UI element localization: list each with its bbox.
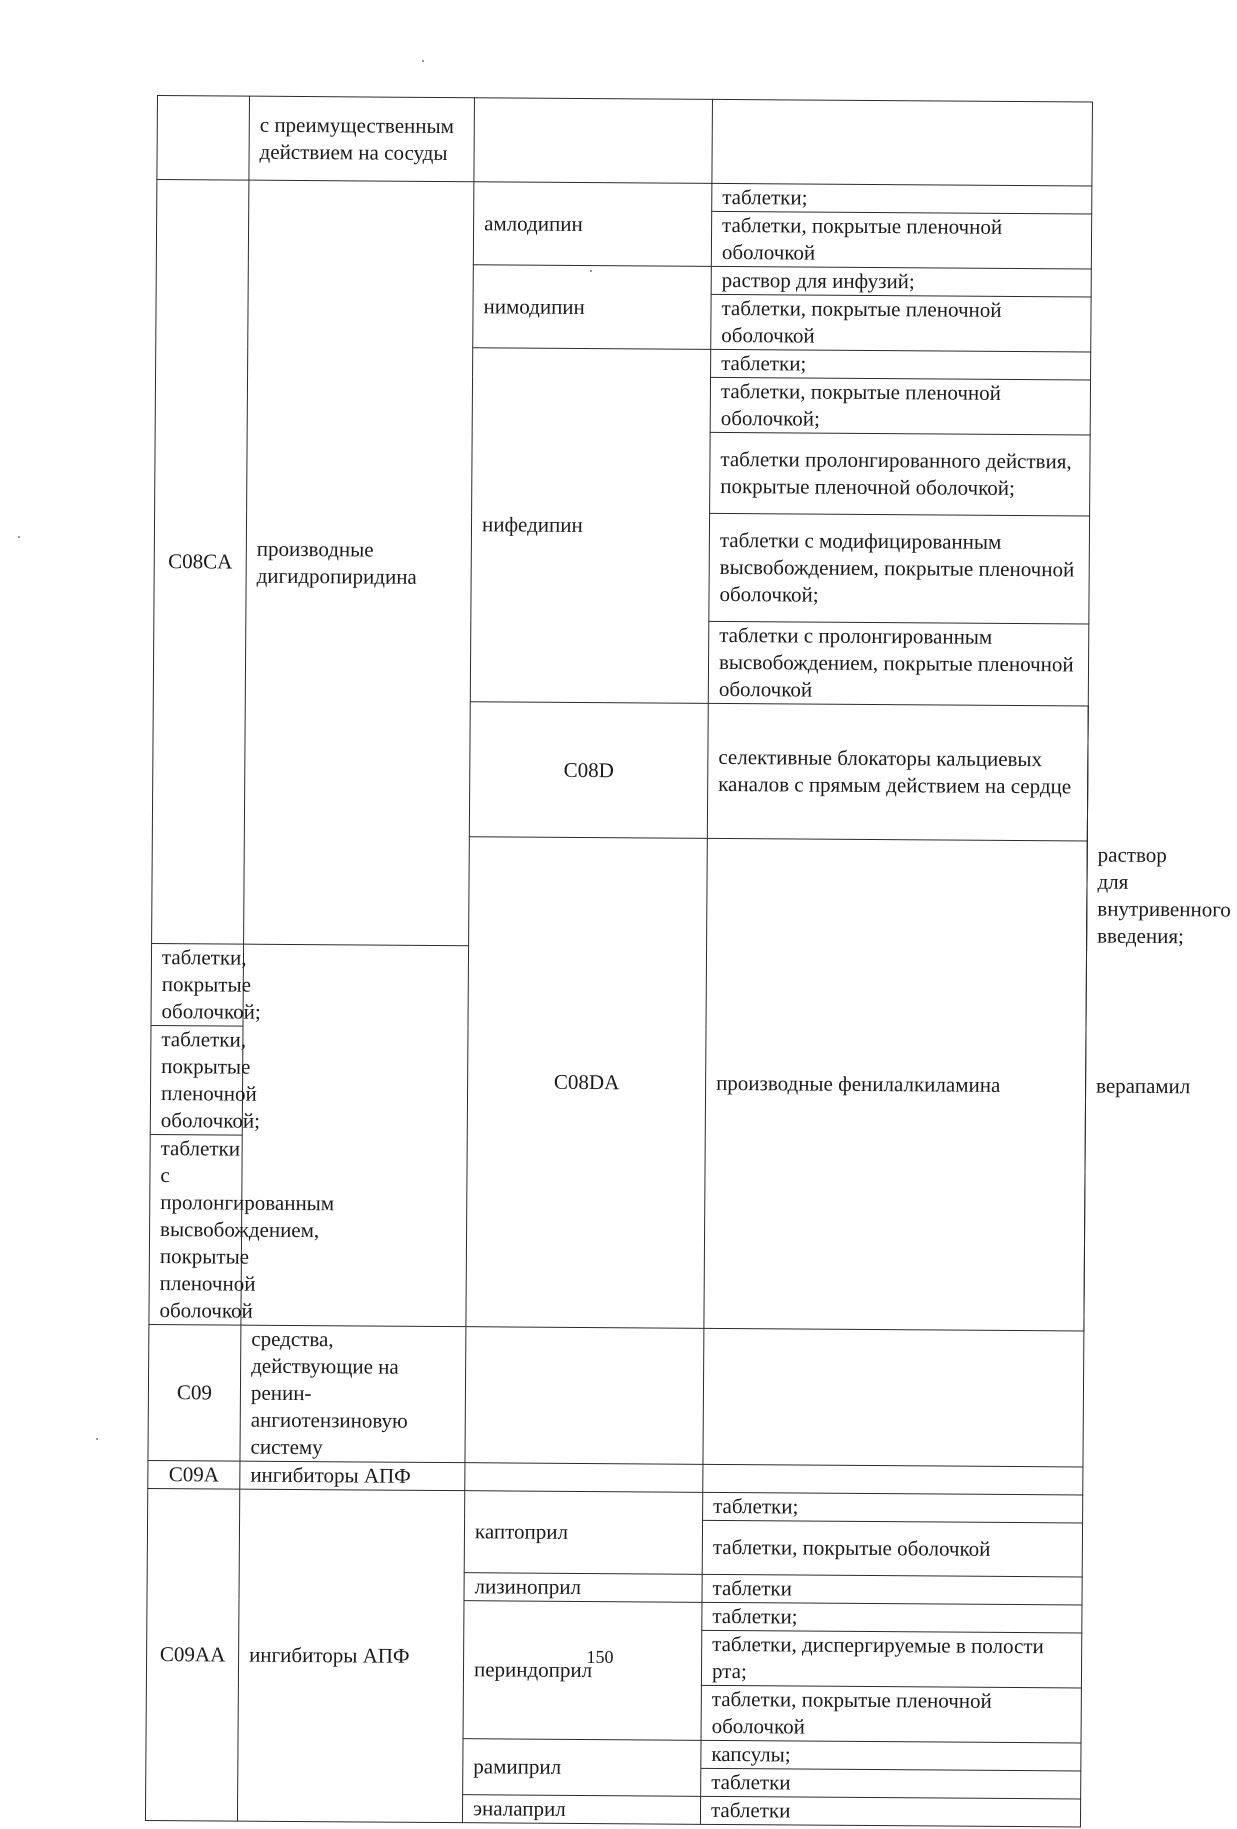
- atc-code-cell: C09: [148, 1324, 241, 1461]
- dosage-form-cell: таблетки, покрытые пленочной оболочкой: [701, 1685, 1081, 1743]
- dosage-form-cell: таблетки;: [702, 1602, 1082, 1633]
- drug-name-cell: рамиприл: [463, 1739, 701, 1797]
- group-name-cell: средства, действующие на ренин-ангиотензиновую систему: [240, 1325, 466, 1463]
- dosage-form-cell: раствор для инфузий;: [711, 266, 1091, 297]
- atc-code-cell: [157, 96, 250, 181]
- drug-name-cell: нифедипин: [470, 348, 710, 704]
- drug-name-cell: каптоприл: [464, 1491, 703, 1575]
- dosage-form-cell: таблетки, покрытые пленочной оболочкой: [711, 294, 1091, 352]
- dosage-form-cell: [712, 99, 1093, 186]
- dosage-form-cell: [703, 1464, 1083, 1495]
- drug-name-cell: [474, 98, 713, 184]
- table-row: [157, 96, 1093, 187]
- drug-name-cell: лизиноприл: [464, 1573, 702, 1603]
- drug-name-cell: эналаприл: [462, 1795, 700, 1825]
- scan-speck: [96, 1438, 98, 1440]
- group-name-cell: с преимущественным действием на сосуды: [249, 96, 475, 182]
- atc-code-cell: C08CA: [152, 180, 249, 945]
- atc-code-cell: C09AA: [145, 1488, 239, 1821]
- dosage-form-cell: таблетки, покрытые оболочкой;: [151, 943, 244, 1026]
- dosage-form-cell: таблетки, покрытые пленочной оболочкой;: [710, 377, 1090, 435]
- table-row: [148, 1324, 1084, 1467]
- dosage-form-cell: таблетки: [701, 1768, 1081, 1799]
- dosage-form-cell: таблетки;: [703, 1492, 1083, 1523]
- dosage-form-cell: таблетки, покрытые оболочкой: [702, 1520, 1082, 1577]
- group-name-cell: селективные блокаторы кальциевых каналов с прямым действием на сердце: [707, 703, 1088, 841]
- dosage-form-cell: таблетки: [700, 1796, 1080, 1827]
- table-row: [157, 180, 1092, 215]
- dosage-form-cell: таблетки: [702, 1574, 1082, 1605]
- drug-name-cell: верапамил: [1084, 841, 1087, 1331]
- atc-code-cell: C08DA: [466, 837, 707, 1329]
- group-name-cell: производные фенилалкиламина: [704, 838, 1087, 1331]
- atc-code-cell: C08D: [469, 702, 708, 839]
- atc-code-cell: C09A: [148, 1460, 240, 1489]
- dosage-form-cell: таблетки с пролонгированным высвобождением, покрытые пленочной оболочкой: [708, 621, 1089, 706]
- dosage-form-cell: таблетки с модифицированным высвобождением, покрытые пленочной оболочкой;: [709, 513, 1090, 624]
- group-name-cell: ингибиторы АПФ: [237, 1489, 464, 1823]
- drug-name-cell: периндоприл: [463, 1601, 702, 1741]
- drug-classification-table: [145, 95, 1231, 1827]
- dosage-form-cell: таблетки пролонгированного действия, покрытые пленочной оболочкой;: [710, 432, 1091, 516]
- scan-speck: [18, 536, 20, 538]
- dosage-form-cell: таблетки с пролонгированным высвобождением, покрытые пленочной оболочкой: [149, 1134, 242, 1325]
- drug-name-cell: нимодипин: [473, 265, 712, 350]
- dosage-form-cell: капсулы;: [701, 1740, 1081, 1771]
- dosage-form-cell: [703, 1328, 1084, 1467]
- scan-speck: [590, 270, 592, 272]
- drug-name-cell: [465, 1463, 703, 1493]
- dosage-form-cell: таблетки;: [712, 183, 1092, 214]
- page-number: 150: [586, 1647, 614, 1667]
- table-row: [148, 1488, 1083, 1523]
- drug-name-cell: [465, 1327, 704, 1465]
- dosage-form-cell: таблетки;: [711, 349, 1091, 380]
- drug-name-cell: амлодипин: [473, 182, 712, 267]
- scan-speck: [422, 60, 424, 62]
- dosage-form-cell: таблетки, диспергируемые в полости рта;: [701, 1630, 1081, 1688]
- dosage-form-cell: таблетки, покрытые пленочной оболочкой;: [150, 1025, 243, 1135]
- dosage-form-cell: раствор для внутривенного введения;: [1097, 842, 1231, 949]
- dosage-form-cell: таблетки, покрытые пленочной оболочкой: [711, 211, 1091, 269]
- group-name-cell: производные дигидропиридина: [244, 180, 474, 946]
- group-name-cell: ингибиторы АПФ: [240, 1461, 465, 1491]
